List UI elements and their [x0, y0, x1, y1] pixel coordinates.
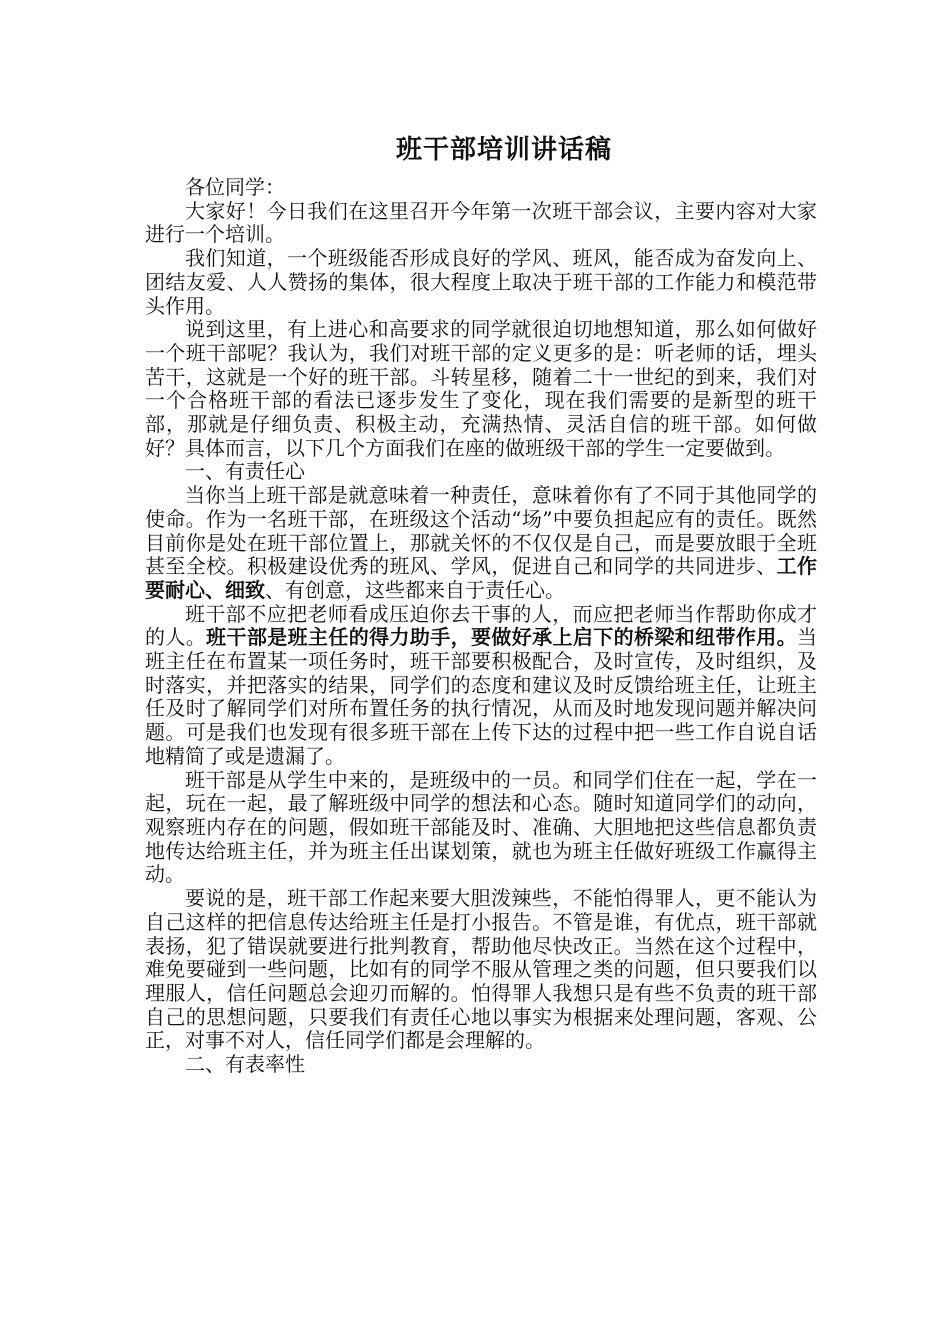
paragraph-assistant-bold: 班干部是班主任的得力助手，要做好承上启下的桥梁和纽带作用。	[206, 625, 797, 650]
paragraph-responsibility	[145, 484, 817, 603]
paragraph-responsibility-text-a: 当你当上班干部是就意味着一种责任，意味着你有了不同于其他同学的使命。作为一名班干部，在班级这个活动“场”中要负担起应有的责任。既然目前你是处在班干部位置上，那就关怀的不仅仅是自己，而是要放眼于全班甚至全校。积极建设优秀的班风、学风，促进自己和同学的共同进步、	[145, 483, 817, 579]
paragraph-from-students: 班干部是从学生中来的，是班级中的一员。和同学们住在一起，学在一起，玩在一起，最了解班级中同学的想法和心态。随时知道同学们的动向，观察班内存在的问题，假如班干部能及时、准确、大胆地把这些信息都负责地传达给班主任，并为班主任出谋划策，就也为班主任做好班级工作赢得主动。	[145, 767, 817, 887]
paragraph-responsibility-bold: 工作要耐心、细致	[145, 554, 817, 602]
paragraph-intro: 大家好！今日我们在这里召开今年第一次班干部会议，主要内容对大家进行一个培训。	[145, 198, 817, 247]
paragraph-assistant-role	[145, 603, 817, 769]
greeting: 各位同学：	[185, 175, 285, 199]
section-heading-exemplary: 二、有表率性	[185, 1052, 305, 1077]
paragraph-class-spirit: 我们知道，一个班级能否形成良好的学风、班风，能否成为奋发向上、团结友爱、人人赞扬的集体，很大程度上取决于班干部的工作能力和模范带头作用。	[145, 246, 817, 318]
paragraph-be-bold: 要说的是，班干部工作起来要大胆泼辣些，不能怕得罪人，更不能认为自己这样的把信息传达给班主任是打小报告。不管是谁，有优点，班干部就表扬，犯了错误就要进行批判教育，帮助他尽快改正。当然在这个过程中，难免要碰到一些问题，比如有的同学不服从管理之类的问题，但只要我们以理服人，信任问题总会迎刃而解的。怕得罪人我想只是有些不负责的班干部自己的思想问题，只要我们有责任心地以事实为根据来处理问题，客观、公正，对事不对人，信任同学们都是会理解的。	[145, 886, 817, 1053]
document-title: 班干部培训讲话稿	[395, 135, 612, 165]
paragraph-responsibility-text-c: 、有创意，这些都来自于责任心。	[265, 577, 565, 602]
paragraph-new-cadre: 说到这里，有上进心和高要求的同学就很迫切地想知道，那么如何做好一个班干部呢？我认为，我们对班干部的定义更多的是：听老师的话，埋头苦干，这就是一个好的班干部。斗转星移，随着二十一世纪的到来，我们对一个合格班干部的看法已逐步发生了变化，现在我们需要的是新型的班干部，那就是仔细负责、积极主动，充满热情、灵活自信的班干部。如何做好？具体而言，以下几个方面我们在座的做班级干部的学生一定要做到。	[145, 317, 817, 460]
paragraph-assistant-text-c: 当班主任在布置某一项任务时，班干部要积极配合，及时宣传，及时组织，及时落实，并把落实的结果，同学们的态度和建议及时反馈给班主任，让班主任及时了解同学们对所布置任务的执行情况，从而及时地发现问题并解决问题。可是我们也发现有很多班干部在上传下达的过程中把一些工作自说自话地精简了或是遗漏了。	[145, 625, 817, 768]
document-body	[145, 176, 817, 1077]
paragraph-assistant-text-a: 班干部不应把老师看成压迫你去干事的人，而应把老师当作帮助你成才的人。	[145, 601, 817, 650]
section-heading-responsibility: 一、有责任心	[185, 459, 305, 484]
